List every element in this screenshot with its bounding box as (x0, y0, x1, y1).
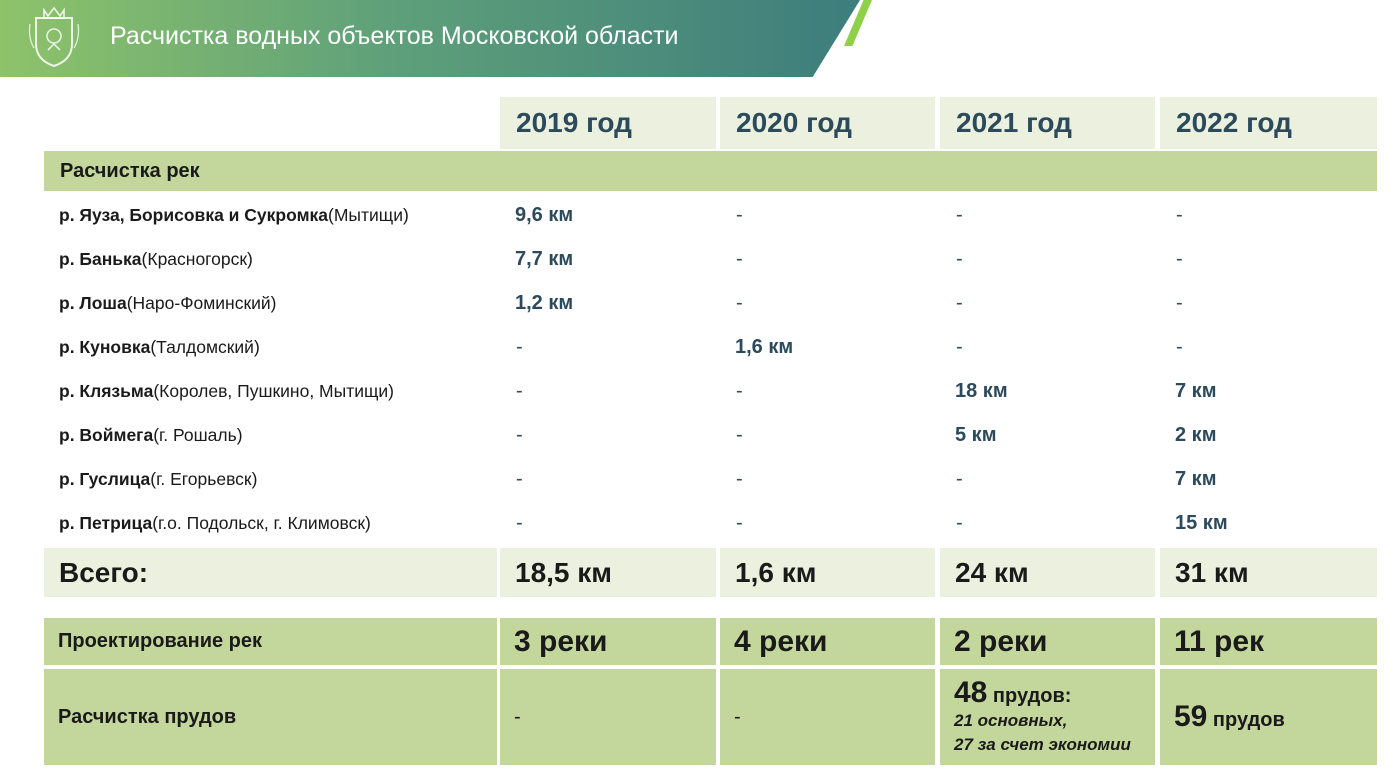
river-value-cell: - (1160, 194, 1377, 236)
river-value-cell: - (940, 458, 1155, 500)
design-value: 2 реки (940, 618, 1155, 665)
river-value-cell: - (1160, 238, 1377, 280)
river-area: (Королев, Пушкино, Мытищи) (153, 380, 394, 401)
river-value-cell: - (940, 194, 1155, 236)
total-value: 18,5 км (500, 548, 716, 597)
river-value-cell: 7 км (1160, 370, 1377, 412)
river-value-cell: - (1160, 282, 1377, 324)
design-label: Проектирование рек (44, 618, 497, 665)
ponds-2021-unit: прудов: (987, 685, 1072, 707)
total-value: 31 км (1160, 548, 1377, 597)
river-name-cell (44, 502, 497, 544)
ponds-2021-main: 21 основных, (954, 711, 1068, 730)
river-area: (Красногорск) (141, 248, 253, 269)
ponds-value-2019: - (500, 669, 716, 765)
ponds-value-2020: - (720, 669, 935, 765)
river-value-cell: - (500, 502, 716, 544)
river-value-cell: 5 км (940, 414, 1155, 456)
river-name-cell (44, 414, 497, 456)
river-value-cell: - (940, 326, 1155, 368)
river-value-cell: 7,7 км (500, 238, 716, 280)
river-value-cell: 15 км (1160, 502, 1377, 544)
river-value-cell: - (1160, 326, 1377, 368)
river-value-cell: 18 км (940, 370, 1155, 412)
river-value-cell: - (940, 238, 1155, 280)
river-value-cell: - (720, 414, 935, 456)
river-value-cell: - (720, 282, 935, 324)
river-value-cell: 2 км (1160, 414, 1377, 456)
design-value: 3 реки (500, 618, 716, 665)
river-value-cell: - (720, 502, 935, 544)
river-value-cell: - (500, 458, 716, 500)
ponds-2021-number: 48 (954, 676, 988, 709)
ponds-2021-count (954, 677, 1071, 709)
design-value: 4 реки (720, 618, 935, 665)
river-area: (г.о. Подольск, г. Климовск) (152, 512, 371, 533)
river-area: (г. Рошаль) (153, 424, 243, 445)
river-name: р. Воймега (59, 424, 154, 445)
river-name-cell (44, 326, 497, 368)
ponds-value-2022 (1160, 669, 1377, 765)
year-header: 2022 год (1160, 97, 1377, 149)
river-value-cell: - (720, 194, 935, 236)
river-area: (г. Егорьевск) (150, 468, 258, 489)
river-name: р. Гуслица (59, 468, 151, 489)
total-value: 24 км (940, 548, 1155, 597)
river-value-cell: 7 км (1160, 458, 1377, 500)
ponds-2022-unit: прудов (1207, 709, 1285, 731)
river-value-cell: - (500, 370, 716, 412)
river-value-cell: - (720, 238, 935, 280)
river-name-cell (44, 238, 497, 280)
ponds-2022-number: 59 (1174, 700, 1208, 733)
river-name: р. Петрица (59, 512, 153, 533)
river-value-cell: 1,2 км (500, 282, 716, 324)
river-name: р. Яуза, Борисовка и Сукромка (59, 204, 329, 225)
river-name-cell (44, 194, 497, 236)
river-name: р. Лоша (59, 292, 127, 313)
design-value: 11 рек (1160, 618, 1377, 665)
river-value-cell: 9,6 км (500, 194, 716, 236)
river-area: (Наро-Фоминский) (126, 292, 277, 313)
year-header: 2021 год (940, 97, 1155, 149)
year-header: 2019 год (500, 97, 716, 149)
section-rivers-header: Расчистка рек (44, 151, 1377, 191)
ponds-label: Расчистка прудов (44, 669, 497, 765)
river-name: р. Клязьма (59, 380, 154, 401)
river-value-cell: - (720, 458, 935, 500)
river-value-cell: - (500, 326, 716, 368)
river-value-cell: - (940, 282, 1155, 324)
ponds-2022-count (1174, 701, 1285, 733)
river-name-cell (44, 458, 497, 500)
coat-of-arms-icon (26, 4, 82, 68)
year-header: 2020 год (720, 97, 935, 149)
river-name: р. Куновка (59, 336, 151, 357)
ponds-value-2021 (940, 669, 1155, 765)
river-area: (Талдомский) (150, 336, 260, 357)
river-value-cell: - (500, 414, 716, 456)
ponds-2021-economy: 27 за счет экономии (954, 735, 1131, 754)
river-name-cell (44, 370, 497, 412)
river-name: р. Банька (59, 248, 142, 269)
river-area: (Мытищи) (328, 204, 409, 225)
total-label: Всего: (44, 548, 497, 597)
river-name-cell (44, 282, 497, 324)
river-value-cell: 1,6 км (720, 326, 935, 368)
river-value-cell: - (720, 370, 935, 412)
total-value: 1,6 км (720, 548, 935, 597)
river-value-cell: - (940, 502, 1155, 544)
page-title: Расчистка водных объектов Московской области (110, 22, 679, 50)
